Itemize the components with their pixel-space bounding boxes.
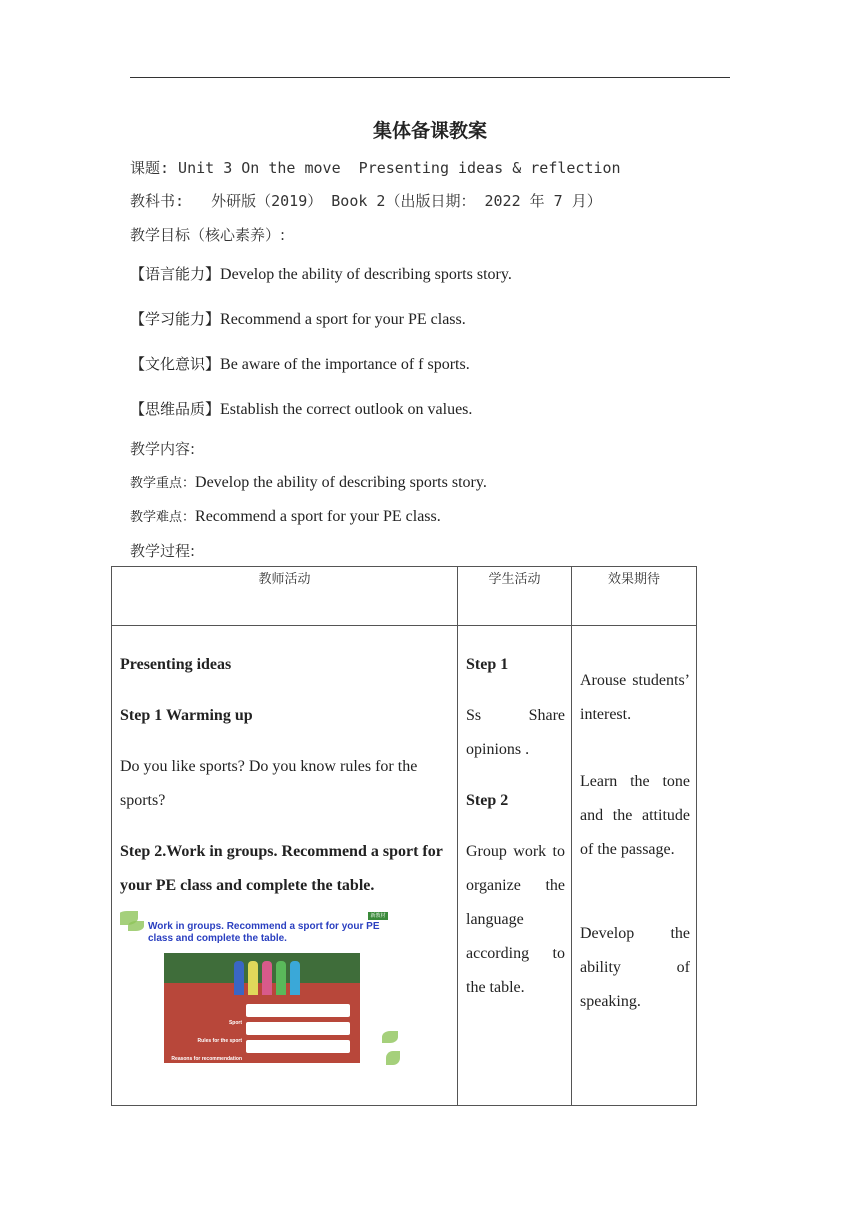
page-title: 集体备课教案 [372,120,487,142]
process-table [111,566,697,1106]
effect-text: Learn the tone and the attitude of the passage. [580,773,690,858]
header-teacher: 教师活动 [112,567,458,626]
slide-badge: 新教材 [368,912,388,920]
slide-form-row [164,1019,360,1044]
objective-item [130,353,470,374]
slide-row-box [246,1022,350,1035]
student-step2-title: Step 2 [466,792,509,809]
student-step1-text: Ss Share opinions . [466,707,565,758]
runners-photo [164,953,360,1063]
objective-text: Establish the correct outlook on values. [220,401,473,418]
slide-thumbnail [120,911,402,1071]
teacher-activity-cell [112,626,458,1106]
header-rule [130,77,730,78]
slide-row-label: Reasons for recommendation [171,1056,242,1062]
slide-heading: Work in groups. Recommend a sport for your PE class and complete the table. [148,921,380,944]
objective-tag: 【学习能力】 [130,310,221,328]
effect-text: Arouse students’ interest. [580,672,690,723]
step2-title: Step 2.Work in groups. Recommend a sport for your PE class and complete the table. [120,843,443,894]
slide-row-label: Rules for the sport [197,1038,242,1044]
runner-figure [276,961,286,995]
objective-text: Recommend a sport for your PE class. [220,311,466,328]
table-row [112,626,697,1106]
effect-cell [572,626,697,1106]
step1-title: Step 1 Warming up [120,707,253,724]
key-point-label: 教学重点： [130,476,196,491]
leaf-decoration [386,1051,400,1065]
step1-text: Do you like sports? Do you know rules for the sports? [120,758,418,809]
difficult-point-label: 教学难点： [130,510,196,525]
objective-text: Develop the ability of describing sports story. [220,266,512,283]
runner-figure [262,961,272,995]
objectives-heading: 教学目标（核心素养）: [130,226,286,244]
topic-line: 课题: Unit 3 On the move Presenting ideas & reflection [130,159,621,177]
header-effect: 效果期待 [572,567,697,626]
objective-item [130,308,466,329]
leaf-decoration [128,921,144,931]
key-point-text: Develop the ability of describing sports story. [195,474,487,491]
textbook-line: 教科书: 外研版（2019） Book 2（出版日期： 2022 年 7 月） [130,192,602,210]
section-title: Presenting ideas [120,656,232,673]
student-activity-cell [458,626,572,1106]
runner-figure [290,961,300,995]
slide-row-box [246,1004,350,1017]
slide-row-box [246,1040,350,1053]
effect-text: Develop the ability of speaking. [580,925,690,1010]
objective-tag: 【语言能力】 [130,265,221,283]
difficult-point [130,506,441,526]
slide-row-label: Sport [228,1020,242,1026]
objective-item [130,398,472,419]
runner-figure [248,961,258,995]
content-heading: 教学内容: [130,440,196,458]
header-student: 学生活动 [458,567,572,626]
runner-figure [234,961,244,995]
difficult-point-text: Recommend a sport for your PE class. [195,508,441,525]
student-step2-text: Group work to organize the language according to the table. [466,843,565,996]
objective-tag: 【文化意识】 [130,355,221,373]
student-step1-title: Step 1 [466,656,509,673]
table-header-row [112,567,697,626]
slide-form-row [164,1037,360,1062]
slide-form-row [164,1001,360,1026]
process-heading: 教学过程: [130,542,196,560]
leaf-decoration [382,1031,398,1043]
key-point [130,472,487,492]
objective-tag: 【思维品质】 [130,400,221,418]
objective-text: Be aware of the importance of f sports. [220,356,470,373]
objective-item [130,263,512,284]
